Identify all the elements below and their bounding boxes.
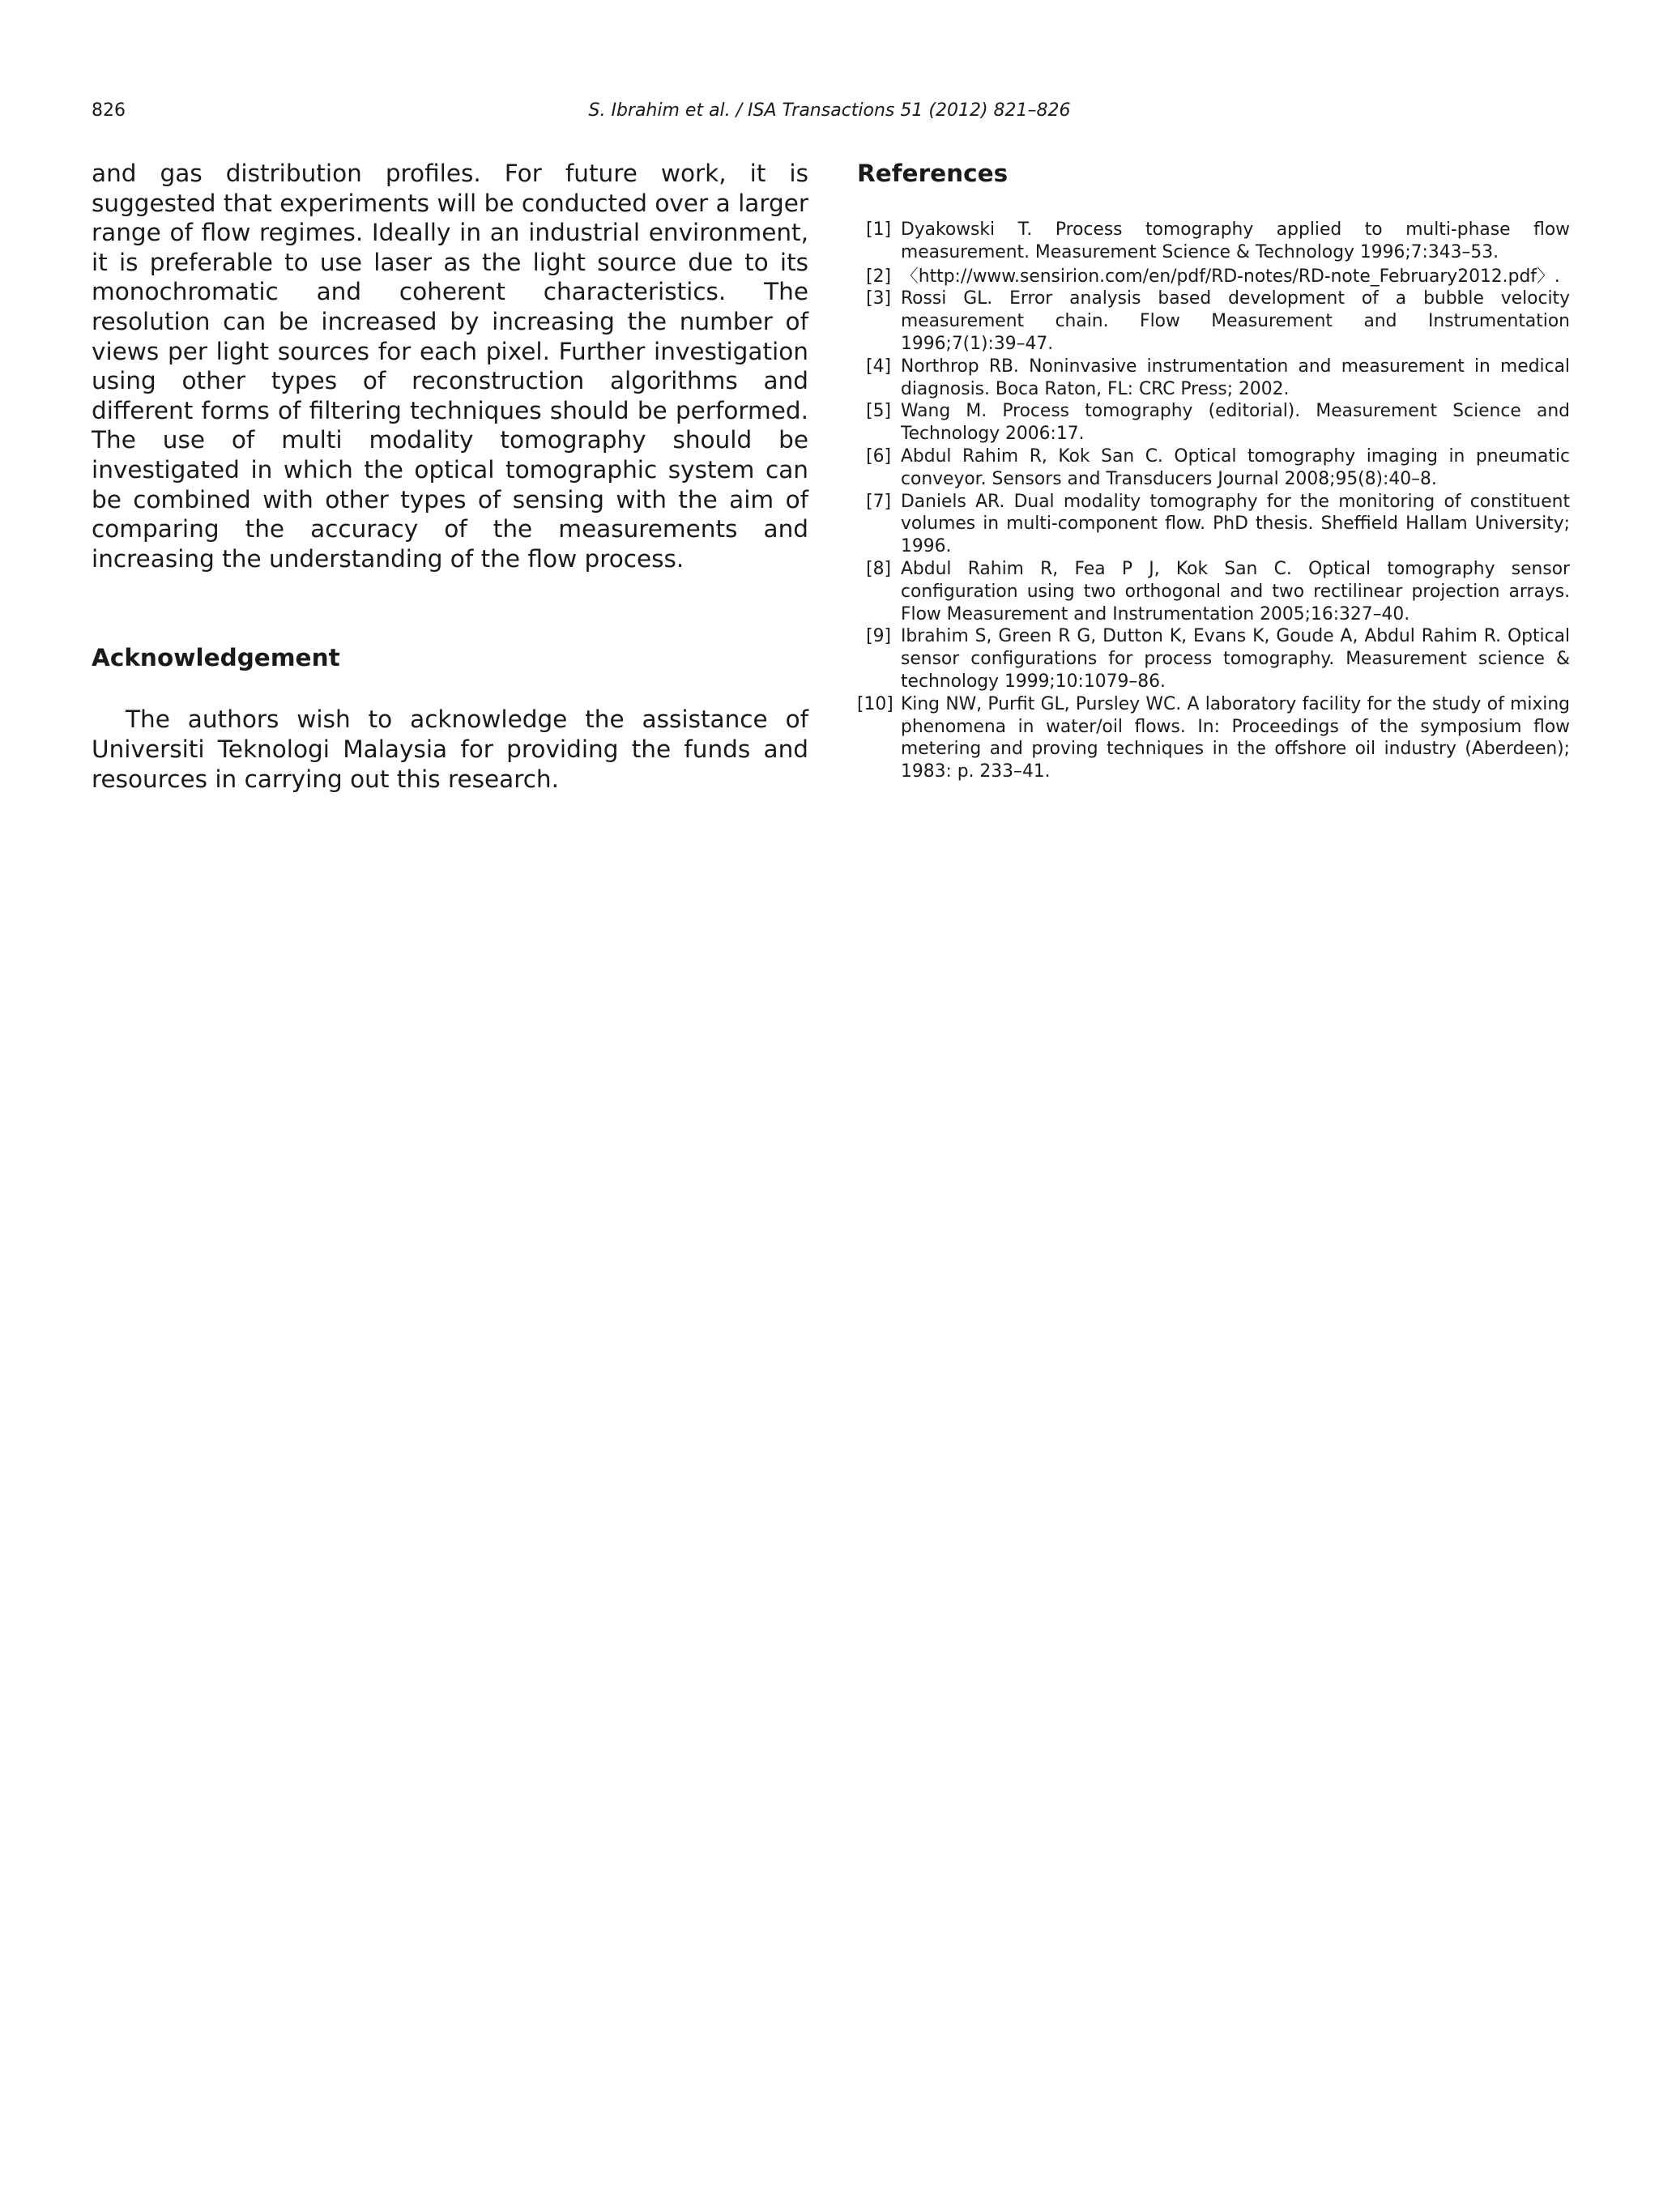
reference-text: Abdul Rahim R, Fea P J, Kok San C. Optical tomography sensor configuration using two orthogonal and two rectilinear projection arrays. Flow Measurement and Instrumentation 2005;16:327–40.	[901, 558, 1570, 624]
reference-item	[857, 558, 1570, 625]
acknowledgement-heading: Acknowledgement	[92, 644, 340, 672]
reference-number: [9]	[866, 626, 891, 647]
references-heading: References	[857, 160, 1009, 187]
reference-text: Northrop RB. Noninvasive instrumentation and measurement in medical diagnosis. Boca Raton, FL: CRC Press; 2002.	[901, 356, 1570, 399]
reference-number: [10]	[857, 693, 893, 714]
reference-number: [6]	[866, 445, 891, 467]
reference-text: Dyakowski T. Process tomography applied to multi-phase flow measurement. Measurement Science & Technology 1996;7:343–53.	[901, 219, 1570, 262]
reference-number: [5]	[866, 401, 891, 422]
reference-item	[857, 356, 1570, 401]
reference-text: Abdul Rahim R, Kok San C. Optical tomography imaging in pneumatic conveyor. Sensors and Transducers Journal 2008;95(8):40–8.	[901, 445, 1570, 489]
reference-item	[857, 491, 1570, 558]
left-column	[92, 159, 808, 794]
reference-item	[857, 693, 1570, 783]
reference-number: [4]	[866, 356, 891, 377]
reference-text[interactable]: 〈http://www.sensirion.com/en/pdf/RD-notes/RD-note_February2012.pdf〉.	[901, 266, 1560, 287]
conclusion-paragraph: and gas distribution profiles. For future work, it is suggested that experiments will be conducted over a larger range of flow regimes. Ideally in an industrial environment, it is preferable to use laser as the light source due to its monochromatic and coherent characteristics. The resolution can be increased by increasing the number of views per light sources for each pixel. Further investigation using other types of reconstruction algorithms and different forms of filtering techniques should be performed. The use of multi modality tomography should be investigated in which the optical tomographic system can be combined with other types of sensing with the aim of comparing the accuracy of the measurements and increasing the understanding of the flow process.	[92, 160, 808, 573]
reference-item	[857, 445, 1570, 491]
reference-number: [7]	[866, 491, 891, 512]
reference-item	[857, 266, 1570, 288]
page-number: 826	[92, 100, 126, 121]
reference-number: [1]	[866, 219, 891, 240]
reference-text: Ibrahim S, Green R G, Dutton K, Evans K, Goude A, Abdul Rahim R. Optical sensor configurations for process tomography. Measurement science & technology 1999;10:1079–86.	[901, 626, 1570, 692]
reference-text: Rossi GL. Error analysis based development of a bubble velocity measurement chain. Flow Measurement and Instrumentation 1996;7(1):39–47.	[901, 288, 1570, 354]
reference-text: Daniels AR. Dual modality tomography for the monitoring of constituent volumes in multi-component flow. PhD thesis. Sheffield Hallam University; 1996.	[901, 491, 1570, 557]
reference-list	[857, 219, 1570, 783]
reference-number: [3]	[866, 288, 891, 309]
reference-number: [8]	[866, 558, 891, 579]
reference-item	[857, 625, 1570, 693]
acknowledgement-paragraph: The authors wish to acknowledge the assistance of Universiti Teknologi Malaysia for providing the funds and resources in carrying out this research.	[92, 705, 808, 793]
reference-text: King NW, Purfit GL, Pursley WC. A laboratory facility for the study of mixing phenomena in water/oil flows. In: Proceedings of the symposium flow metering and proving techniques in the offshore oil industry (Aberdeen); 1983: p. 233–41.	[901, 693, 1570, 782]
reference-text: Wang M. Process tomography (editorial). Measurement Science and Technology 2006:17.	[901, 401, 1570, 445]
reference-number: [2]	[866, 266, 891, 287]
reference-item	[857, 219, 1570, 264]
running-head: S. Ibrahim et al. / ISA Transactions 51 (2012) 821–826	[588, 100, 1071, 121]
reference-item	[857, 288, 1570, 355]
right-column	[857, 159, 1570, 783]
reference-item	[857, 400, 1570, 445]
